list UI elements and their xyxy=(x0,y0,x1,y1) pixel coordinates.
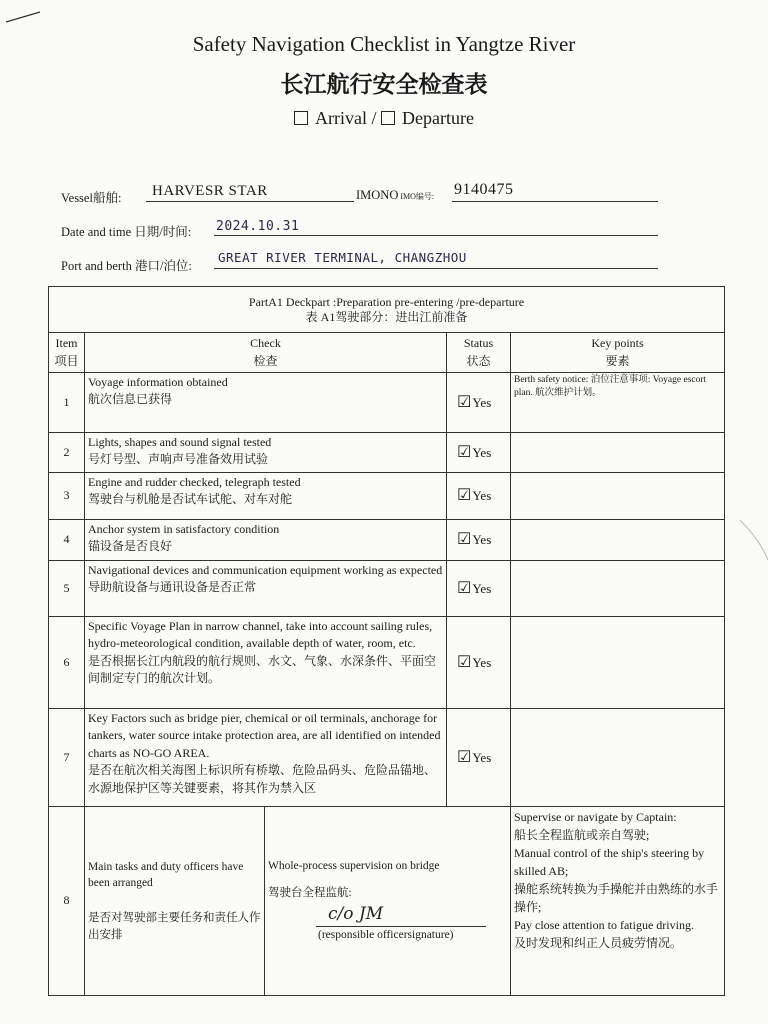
duty-cell xyxy=(85,807,265,996)
arrival-label: Arrival xyxy=(315,108,367,128)
table-row xyxy=(49,561,725,617)
check-cell: Navigational devices and communication equipment working as expected 导助航设备与通讯设备是否正常 xyxy=(85,561,447,617)
item-number: 7 xyxy=(49,709,85,807)
item-number: 8 xyxy=(49,807,85,996)
imo-label-small: IMO编号: xyxy=(400,192,435,201)
signature-label: (responsible officersignature) xyxy=(318,929,454,942)
datetime-value: 2024.10.31 xyxy=(216,219,300,234)
checkmark-icon: ☑ xyxy=(457,579,472,597)
status-value: Yes xyxy=(472,580,492,596)
item-number: 5 xyxy=(49,561,85,617)
part-header xyxy=(49,287,725,333)
datetime-label: Date and time 日期/时间: xyxy=(61,225,192,239)
duty-zh: 是否对驾驶部主要任务和责任人作出安排 xyxy=(88,912,261,941)
status-cell[interactable] xyxy=(447,520,511,561)
document-title-zh: 长江航行安全检查表 xyxy=(280,72,488,97)
key-points-cell xyxy=(511,473,725,520)
header-item: Item 项目 xyxy=(49,333,85,373)
status-cell[interactable] xyxy=(447,473,511,520)
key-points-cell: Supervise or navigate by Captain: 船长全程监航或亲自驾驶; Manual control of the ship's steering by skilled AB; 操舵系统转换为手操舵并由熟练的水手操作; Pay close attention to fatigue driving. 及时发现和纠正人员疲劳情况。 xyxy=(511,807,725,996)
port-value: GREAT RIVER TERMINAL, CHANGZHOU xyxy=(218,250,467,265)
checkmark-icon: ☑ xyxy=(457,393,472,411)
status-cell[interactable] xyxy=(447,561,511,617)
table-row xyxy=(49,709,725,807)
part-title-en: PartA1 Deckpart :Preparation pre-entering /pre-departure xyxy=(248,294,525,309)
status-value: Yes xyxy=(472,749,492,765)
duty-en: Main tasks and duty officers have been arranged xyxy=(88,860,244,890)
item-number: 6 xyxy=(49,617,85,709)
key-points-cell xyxy=(511,561,725,617)
imo-label: IMONO IMO编号: xyxy=(356,188,435,202)
header-check: Check 检查 xyxy=(85,333,447,373)
status-value: Yes xyxy=(472,532,492,548)
key-points-cell xyxy=(511,520,725,561)
vessel-label: Vessel船舶: xyxy=(61,191,122,205)
imo-field[interactable] xyxy=(452,181,658,202)
checkmark-icon: ☑ xyxy=(457,531,472,549)
header-key-points: Key points 要素 xyxy=(511,333,725,373)
supervision-cell xyxy=(265,807,511,996)
item-number: 3 xyxy=(49,473,85,520)
status-cell[interactable] xyxy=(447,709,511,807)
table-row xyxy=(49,433,725,473)
port-label: Port and berth 港口/泊位: xyxy=(61,259,192,273)
key-points-cell: Berth safety notice: 泊位注意事项: Voyage escort plan. 航次维护计划。 xyxy=(511,373,725,433)
checkmark-icon: ☑ xyxy=(457,443,472,461)
header-status: Status 状态 xyxy=(447,333,511,373)
imo-value: 9140475 xyxy=(454,181,514,198)
port-field[interactable] xyxy=(214,252,658,269)
item-number: 1 xyxy=(49,373,85,433)
departure-checkbox[interactable] xyxy=(381,111,395,125)
supervision-zh: 驾驶台全程监航: xyxy=(268,886,352,899)
vessel-field[interactable] xyxy=(146,185,354,202)
status-value: Yes xyxy=(472,444,492,460)
part-title-zh: 表 A1驾驶部分：进出江前准备 xyxy=(305,309,468,324)
supervision-en: Whole-process supervision on bridge xyxy=(268,860,440,873)
check-cell: Engine and rudder checked, telegraph tested 驾驶台与机舱是否试车试舵、对车对舵 xyxy=(85,473,447,520)
arrival-checkbox[interactable] xyxy=(294,111,308,125)
document-title-en: Safety Navigation Checklist in Yangtze River xyxy=(192,32,576,56)
checkmark-icon: ☑ xyxy=(457,653,472,671)
check-cell: Voyage information obtained 航次信息已获得 xyxy=(85,373,447,433)
separator: / xyxy=(371,108,377,128)
status-value: Yes xyxy=(472,654,492,670)
check-cell: Specific Voyage Plan in narrow channel, take into account sailing rules, hydro-meteorological condition, available depth of water, room, etc. 是否根据长江内航段的航行规则、水文、气象、水深条件、平面空间制定专门的航次计划。 xyxy=(85,617,447,709)
status-value: Yes xyxy=(472,394,492,410)
item-number: 2 xyxy=(49,433,85,473)
status-cell[interactable] xyxy=(447,617,511,709)
table-row xyxy=(49,373,725,433)
item-number: 4 xyxy=(49,520,85,561)
vessel-value: HARVESR STAR xyxy=(152,183,268,199)
table-row xyxy=(49,473,725,520)
arrival-departure-options xyxy=(0,108,768,129)
departure-label: Departure xyxy=(402,108,474,128)
table-row xyxy=(49,617,725,709)
check-cell: Key Factors such as bridge pier, chemical or oil terminals, anchorage for tankers, water source intake protection area, are all identified on intended charts as NO-GO AREA. 是否在航次相关海图上标识所有桥墩、危险品码头、危险品锚地、水源地保护区等关键要素，将其作为禁入区 xyxy=(85,709,447,807)
officer-signature[interactable]: c/o JM xyxy=(328,903,384,924)
status-value: Yes xyxy=(472,488,492,504)
checklist-table xyxy=(48,286,724,996)
status-cell[interactable] xyxy=(447,433,511,473)
key-points-cell xyxy=(511,709,725,807)
checkmark-icon: ☑ xyxy=(457,487,472,505)
datetime-field[interactable] xyxy=(214,219,658,236)
status-cell[interactable] xyxy=(447,373,511,433)
table-row xyxy=(49,520,725,561)
table-row xyxy=(49,807,725,996)
key-points-cell xyxy=(511,617,725,709)
checkmark-icon: ☑ xyxy=(457,748,472,766)
key-points-cell xyxy=(511,433,725,473)
check-cell: Anchor system in satisfactory condition 锚设备是否良好 xyxy=(85,520,447,561)
check-cell: Lights, shapes and sound signal tested 号灯号型、声响声号准备效用试验 xyxy=(85,433,447,473)
